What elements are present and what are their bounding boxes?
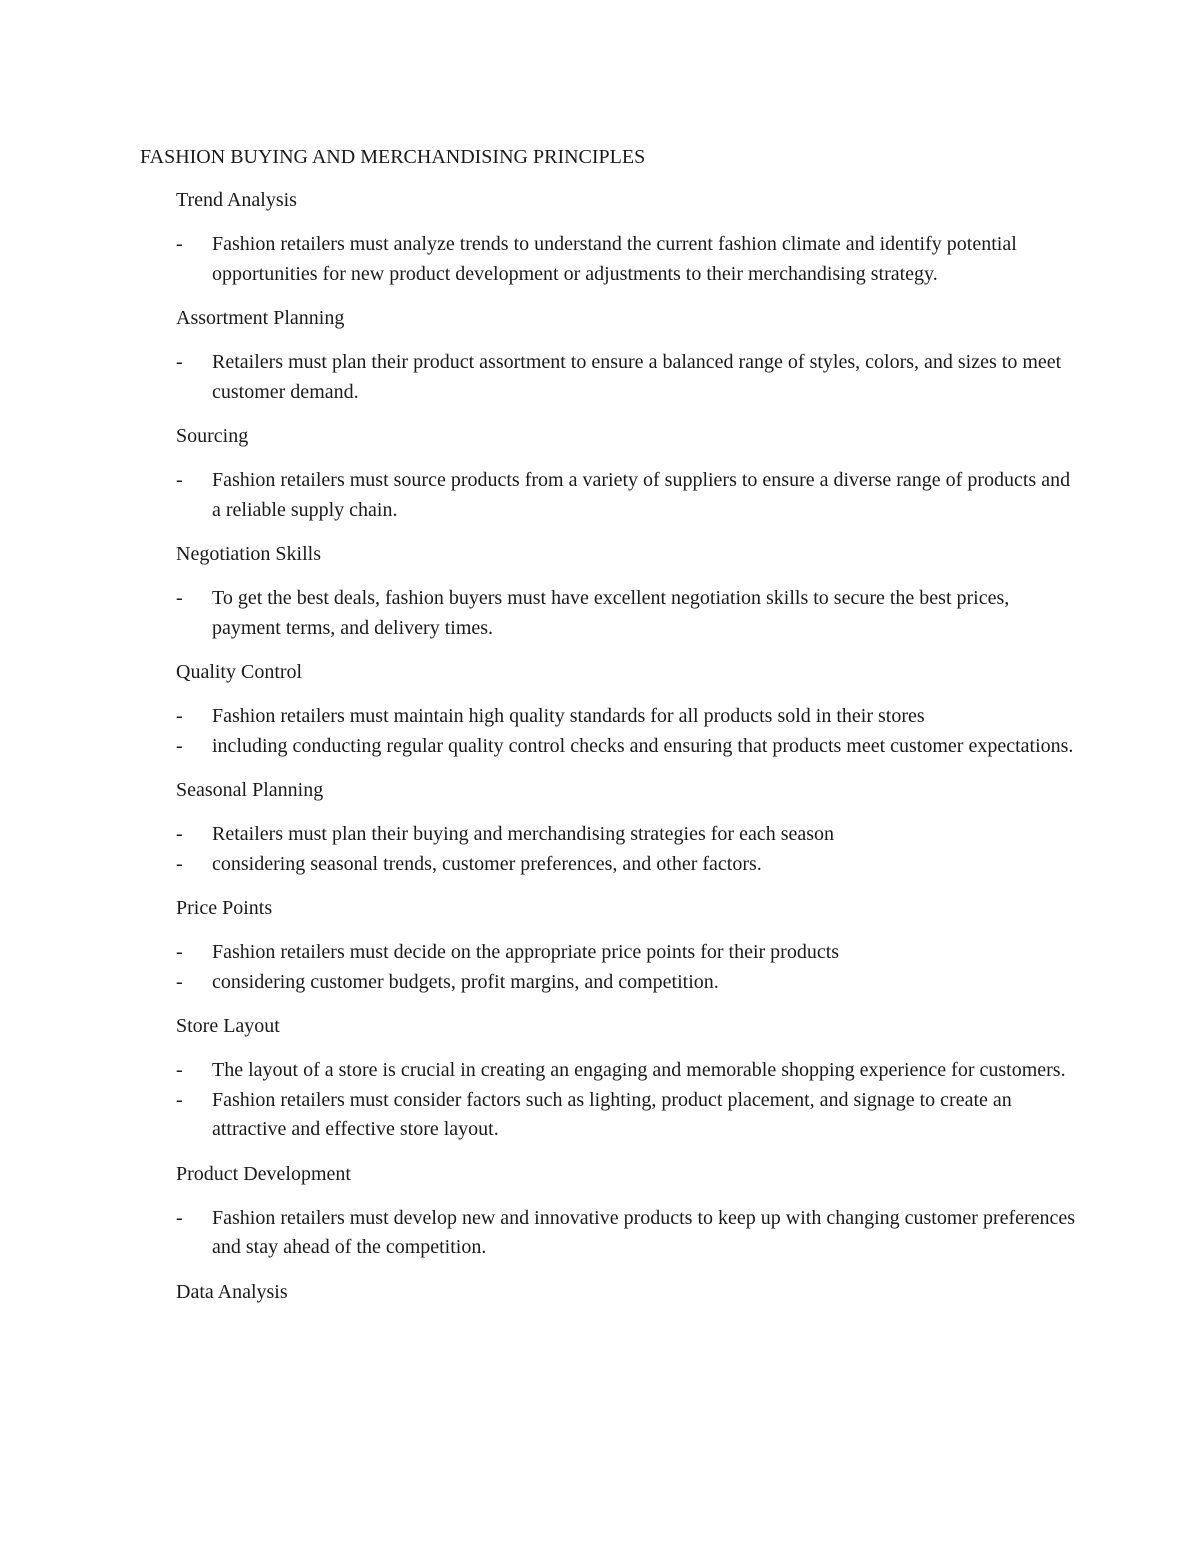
section-heading: Product Development bbox=[176, 1162, 351, 1185]
section-heading: Data Analysis bbox=[176, 1280, 288, 1303]
section-heading: Seasonal Planning bbox=[176, 779, 324, 801]
bullet-text: Fashion retailers must decide on the appropriate price points for their products bbox=[212, 941, 840, 963]
bullet-list bbox=[176, 466, 1076, 525]
section-heading: Negotiation Skills bbox=[176, 543, 321, 565]
section-heading: Store Layout bbox=[176, 1015, 280, 1037]
bullet-item bbox=[176, 584, 1076, 643]
bullet-text: Fashion retailers must consider factors such as lighting, product placement, and signage to create an attractive and effective store layout. bbox=[212, 1088, 1012, 1140]
bullet-list bbox=[176, 702, 1076, 761]
bullet-item bbox=[176, 968, 1076, 998]
bullet-item bbox=[176, 1086, 1076, 1145]
bullet-item bbox=[176, 1204, 1076, 1263]
bullet-item bbox=[176, 702, 1076, 732]
bullet-list bbox=[176, 1056, 1076, 1145]
bullet-text: The layout of a store is crucial in creating an engaging and memorable shopping experience for customers. bbox=[212, 1059, 1066, 1081]
bullet-dash: - bbox=[176, 970, 183, 993]
bullet-text: Fashion retailers must analyze trends to understand the current fashion climate and identify potential opportunities for new product development or adjustments to their merchandising strategy. bbox=[212, 233, 1017, 285]
bullet-dash: - bbox=[176, 587, 183, 609]
section-heading: Sourcing bbox=[176, 425, 249, 447]
bullet-list bbox=[176, 348, 1076, 407]
bullet-dash: - bbox=[176, 351, 183, 373]
bullet-dash: - bbox=[176, 734, 183, 757]
bullet-dash: - bbox=[176, 705, 183, 727]
document-title: FASHION BUYING AND MERCHANDISING PRINCIPLES bbox=[140, 146, 646, 168]
bullet-item bbox=[176, 1056, 1076, 1086]
bullet-list bbox=[176, 230, 1076, 289]
bullet-list bbox=[176, 1204, 1076, 1263]
bullet-dash: - bbox=[176, 1088, 183, 1111]
bullet-dash: - bbox=[176, 1206, 183, 1229]
bullet-list bbox=[176, 584, 1076, 643]
bullet-dash: - bbox=[176, 823, 183, 845]
bullet-item bbox=[176, 466, 1076, 525]
bullet-dash: - bbox=[176, 1059, 183, 1081]
bullet-list bbox=[176, 938, 1076, 997]
bullet-text: Retailers must plan their product assortment to ensure a balanced range of styles, colors, and sizes to meet customer demand. bbox=[212, 351, 1062, 403]
bullet-dash: - bbox=[176, 852, 183, 875]
bullet-text: Fashion retailers must maintain high quality standards for all products sold in their stores bbox=[212, 705, 925, 727]
bullet-item bbox=[176, 732, 1076, 762]
bullet-text: Retailers must plan their buying and merchandising strategies for each season bbox=[212, 823, 835, 845]
bullet-text: To get the best deals, fashion buyers must have excellent negotiation skills to secure the best prices, payment terms, and delivery times. bbox=[212, 587, 1010, 639]
section-heading: Price Points bbox=[176, 897, 273, 919]
bullet-text: considering seasonal trends, customer preferences, and other factors. bbox=[212, 852, 762, 875]
bullet-dash: - bbox=[176, 941, 183, 963]
bullet-dash: - bbox=[176, 469, 183, 491]
bullet-item bbox=[176, 348, 1076, 407]
bullet-dash: - bbox=[176, 233, 183, 255]
section-heading: Quality Control bbox=[176, 661, 303, 683]
section-heading: Trend Analysis bbox=[176, 189, 297, 211]
bullet-item bbox=[176, 230, 1076, 289]
bullet-item bbox=[176, 850, 1076, 880]
section-heading: Assortment Planning bbox=[176, 307, 345, 329]
bullet-item bbox=[176, 820, 1076, 850]
bullet-text: including conducting regular quality control checks and ensuring that products meet customer expectations. bbox=[212, 734, 1074, 757]
bullet-text: considering customer budgets, profit margins, and competition. bbox=[212, 970, 719, 993]
bullet-item bbox=[176, 938, 1076, 968]
document-body bbox=[176, 186, 1076, 1322]
bullet-text: Fashion retailers must develop new and innovative products to keep up with changing customer preferences and stay ahead of the competition. bbox=[212, 1206, 1076, 1258]
bullet-list bbox=[176, 820, 1076, 879]
bullet-text: Fashion retailers must source products from a variety of suppliers to ensure a diverse range of products and a reliable supply chain. bbox=[212, 469, 1071, 521]
